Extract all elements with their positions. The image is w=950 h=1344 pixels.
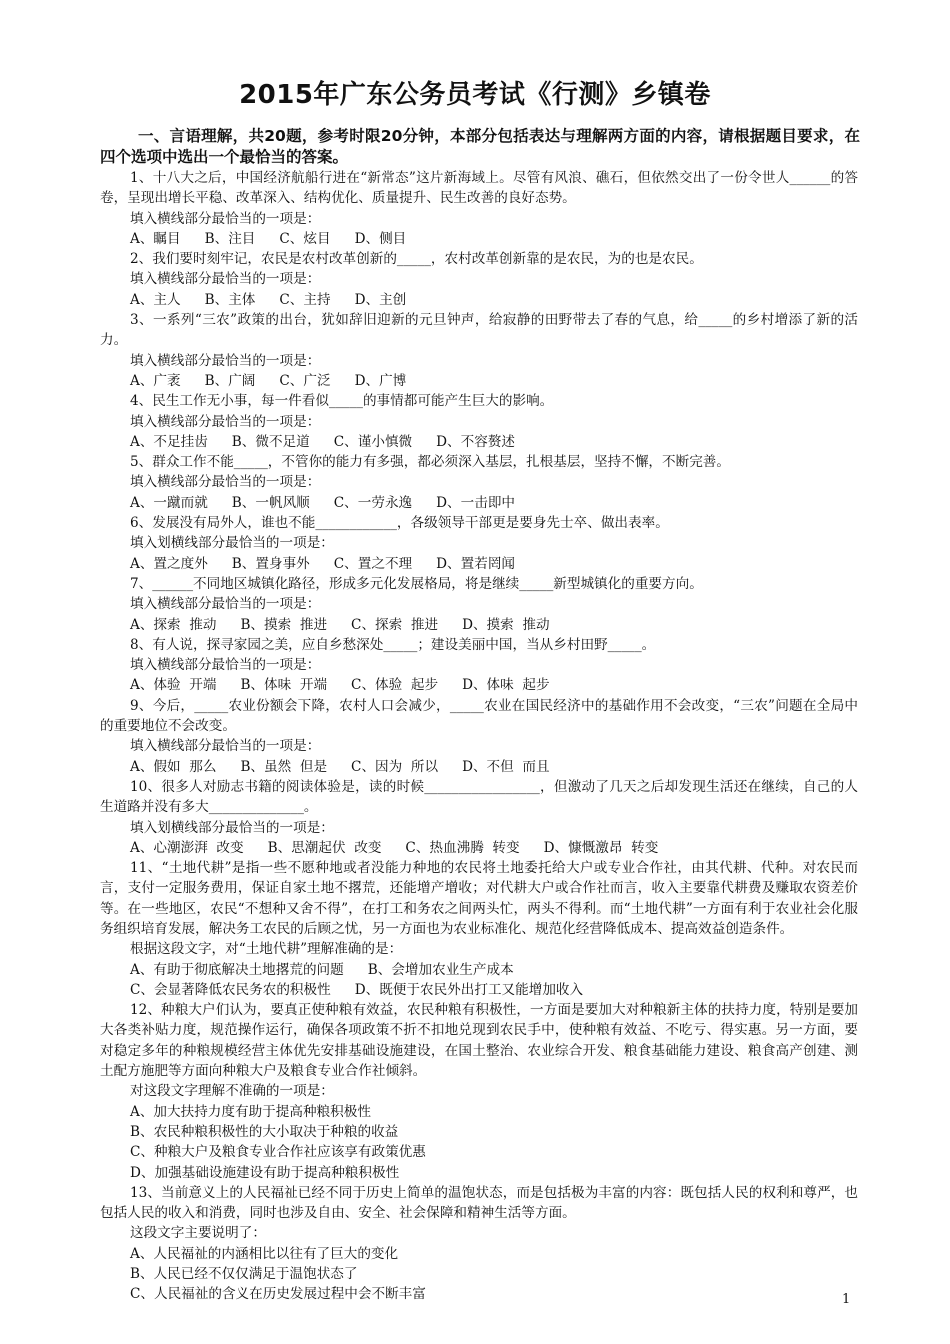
question-1-options [100,229,858,249]
question-list [100,168,858,1305]
option: C、会显著降低农民务农的积极性 [130,981,331,998]
question-10-options [100,838,858,858]
question-4-prompt: 填入横线部分最恰当的一项是： [130,413,321,430]
question-4-options [100,432,858,452]
option: A、主人 [130,291,181,308]
option: B、体味 开端 [240,677,328,694]
option: D、体味 起步 [462,677,550,694]
question-8-options [100,675,858,695]
option: A、探索 推动 [130,616,217,633]
question-8-text: 8、有人说，探寻家园之美，应自乡愁深处_____；建设美丽中国，当从乡村田野_____。 [130,636,656,653]
option: C、一劳永逸 [333,494,413,511]
question-12-prompt: 对这段文字理解不准确的一项是： [130,1083,334,1100]
option: A、不足挂齿 [130,433,208,450]
option: B、置身事外 [231,555,310,572]
option: C、热血沸腾 转变 [405,839,520,856]
option: D、侧目 [354,230,407,247]
option: A、人民福祉的内涵相比以往有了巨大的变化 [130,1245,399,1262]
question-6-prompt: 填入划横线部分最恰当的一项是： [130,535,334,552]
option: A、一蹴而就 [130,494,208,511]
option: A、有助于彻底解决土地撂荒的问题 [130,961,344,978]
option: D、不但 而且 [462,758,550,775]
question-5-text: 5、群众工作不能_____，不管你的能力有多强，都必须深入基层，扎根基层，坚持不懈，不断完善。 [130,454,730,471]
option: B、微不足道 [231,433,310,450]
question-2-options [100,290,858,310]
question-3-text: 3、一系列“三农”政策的出台，犹如辞旧迎新的元旦钟声，给寂静的田野带去了春的气息，给_____的乡村增添了新的活力。 [100,312,858,349]
option: C、置之不理 [333,555,413,572]
option: A、瞩目 [130,230,181,247]
question-5-prompt: 填入横线部分最恰当的一项是： [130,474,321,491]
question-1-text: 1、十八大之后，中国经济航船行进在“新常态”这片新海域上。尽管有风浪、礁石，但依然交出了一份令世人______的答卷，呈现出增长平稳、改革深入、结构优化、质量提升、民生改善的良好态势。 [100,170,858,207]
option: C、人民福祉的含义在历史发展过程中会不断丰富 [130,1286,426,1303]
option: C、炫目 [279,230,331,247]
option: C、谨小慎微 [333,433,413,450]
option: C、体验 起步 [351,677,439,694]
question-2-text: 2、我们要时刻牢记，农民是农村改革创新的_____，农村改革创新靠的是农民，为的也是农民。 [130,251,703,268]
option: B、会增加农业生产成本 [367,961,514,978]
question-10-text: 10、很多人对励志书籍的阅读体验是，读的时候_________________，但激动了几天之后却发现生活还在继续，自己的人生道路并没有多大______________。 [100,778,858,816]
option: D、不容赘述 [436,433,516,450]
question-7-prompt: 填入横线部分最恰当的一项是： [130,596,321,613]
question-9-options [100,757,858,777]
option: A、加大扶持力度有助于提高种粮积极性 [130,1103,371,1120]
option: A、广袤 [130,372,181,389]
option: B、摸索 推进 [240,616,328,633]
question-9-prompt: 填入横线部分最恰当的一项是： [130,738,321,755]
option: D、一击即中 [436,494,516,511]
question-6-options [100,554,858,574]
option: B、注目 [204,230,256,247]
question-10-prompt: 填入划横线部分最恰当的一项是： [130,819,334,836]
option: A、假如 那么 [130,758,217,775]
question-12-text: 12、种粮大户们认为，要真正使种粮有效益，农民种粮有积极性，一方面是要加大对种粮新主体的扶持力度，特别是要加大各类补贴力度，规范操作运行，确保各项政策不折不扣地兑现到农民手中，使种粮有效益、不吃亏、得实惠。另一方面，要对稳定多年的种粮规模经营主体优先安排基础设施建设，在国土整治、农业综合开发、粮食基础能力建设、粮食高产创建、测土配方施肥等方面向种粮大户及粮食专业合作社倾斜。 [100,1002,858,1080]
option: D、广博 [354,372,407,389]
question-11-text: 11、“土地代耕”是指一些不愿种地或者没能力种地的农民将土地委托给大户或专业合作社，由其代耕、代种。对农民而言，支付一定服务费用，保证自家土地不撂荒，还能增产增收；对代耕大户或合作社而言，收入主要靠代耕费及赚取农资差价等。在一些地区，农民“不想种又舍不得”，在打工和务农之间两头忙，两头不得利。而“土地代耕”一方面有利于农业社会化服务组织培育发展，解决务工农民的后顾之忧，另一方面也为农业标准化、规范化经营降低成本、提高效益创造条件。 [100,860,858,937]
option: C、探索 推进 [351,616,439,633]
question-7-options [100,615,858,635]
option: D、既便于农民外出打工又能增加收入 [354,981,584,998]
option: B、思潮起伏 改变 [267,839,382,856]
question-7-text: 7、______不同地区城镇化路径，形成多元化发展格局，将是继续_____新型城镇化的重要方向。 [130,575,703,592]
section-heading: 一、言语理解，共20题，参考时限20分钟，本部分包括表达与理解两方面的内容，请根据题目要求，在四个选项中选出一个最恰当的答案。 [100,127,860,166]
question-11-prompt: 根据这段文字，对“土地代耕”理解准确的是： [130,941,403,958]
option: B、人民已经不仅仅满足于温饱状态了 [130,1266,358,1283]
question-2-prompt: 填入横线部分最恰当的一项是： [130,271,321,288]
option: D、置若罔闻 [436,555,516,572]
option: B、一帆风顺 [231,494,310,511]
question-9-text: 9、今后，_____农业份额会下降，农村人口会减少，_____农业在国民经济中的基础作用不会改变，“三农”问题在全局中的重要地位不会改变。 [100,697,858,735]
question-3-options [100,371,858,391]
option: D、慷慨激昂 转变 [543,839,659,856]
option: C、主持 [279,291,331,308]
question-11-options-row-2 [100,980,858,1000]
question-6-text: 6、发展没有局外人，谁也不能____________，各级领导干部更是要身先士卒、做出表率。 [130,515,669,532]
option: A、心潮澎湃 改变 [130,839,244,856]
question-1-prompt: 填入横线部分最恰当的一项是： [130,210,321,227]
option: C、种粮大户及粮食专业合作社应该享有政策优惠 [130,1144,426,1161]
option: B、农民种粮积极性的大小取决于种粮的收益 [130,1123,399,1140]
option: D、主创 [354,291,407,308]
question-13-prompt: 这段文字主要说明了： [130,1225,266,1242]
option: B、广阔 [204,372,256,389]
question-4-text: 4、民生工作无小事，每一件看似_____的事情都可能产生巨大的影响。 [130,393,554,410]
option: C、因为 所以 [351,758,439,775]
question-11-options-row-1 [100,960,858,980]
option: A、体验 开端 [130,677,217,694]
option: C、广泛 [279,372,331,389]
question-8-prompt: 填入横线部分最恰当的一项是： [130,657,321,674]
document-title: 2015年广东公务员考试《行测》乡镇卷 [239,80,711,110]
option: B、主体 [204,291,256,308]
option: D、摸索 推动 [462,616,550,633]
question-5-options [100,493,858,513]
option: A、置之度外 [130,555,208,572]
option: B、虽然 但是 [240,758,328,775]
question-13-text: 13、当前意义上的人民福祉已经不同于历史上简单的温饱状态，而是包括极为丰富的内容：既包括人民的权利和尊严，也包括人民的收入和消费，同时也涉及自由、安全、社会保障和精神生活等方面。 [100,1184,858,1222]
question-3-prompt: 填入横线部分最恰当的一项是： [130,352,321,369]
option: D、加强基础设施建设有助于提高种粮积极性 [130,1164,400,1181]
page-number: 1 [842,1292,851,1307]
